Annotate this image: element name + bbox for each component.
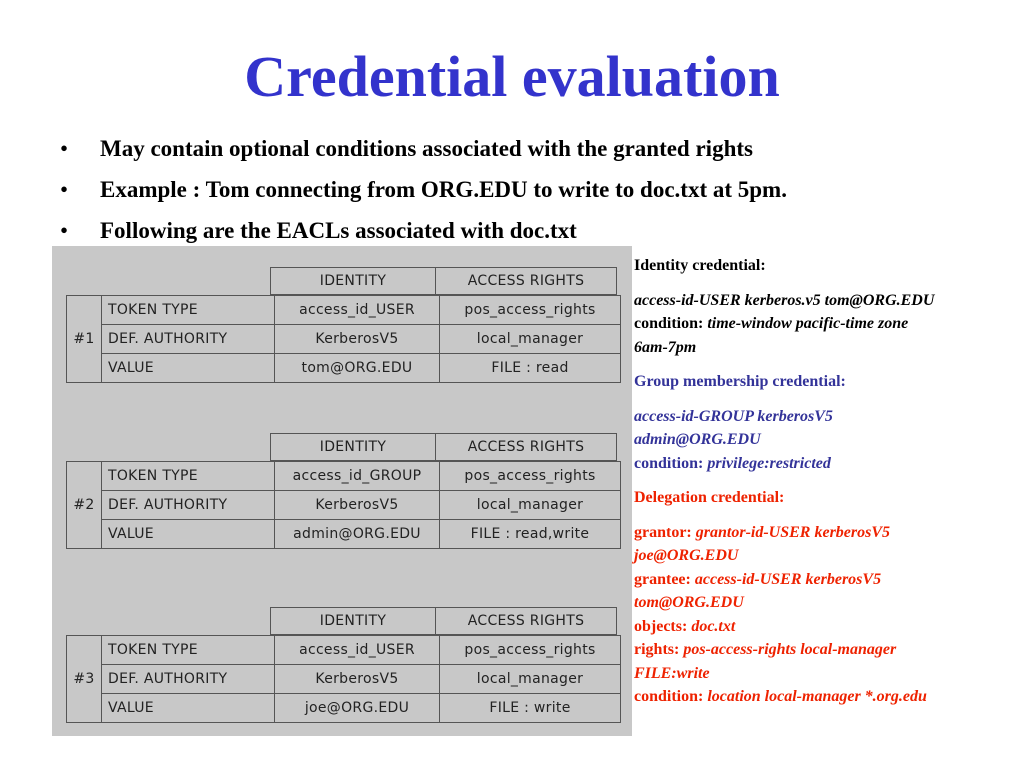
eacl-table-2 [66, 461, 621, 549]
identity-cell: access_id_GROUP [275, 462, 440, 491]
bullet-text: Following are the EACLs associated with doc.txt [100, 218, 577, 243]
group-credential-line: admin@ORG.EDU [634, 431, 761, 448]
identity-header: IDENTITY [271, 434, 436, 461]
group-credential-heading: Group membership credential: [634, 373, 846, 390]
bullet-item [60, 210, 980, 251]
eacl-header-3 [270, 607, 617, 635]
group-credential [634, 370, 1019, 475]
row-label: DEF. AUTHORITY [102, 325, 275, 354]
eacl-table-1 [66, 295, 621, 383]
table-row [67, 636, 621, 665]
table-row [67, 665, 621, 694]
identity-credential-heading: Identity credential: [634, 257, 766, 274]
identity-cell: joe@ORG.EDU [275, 694, 440, 723]
group-credential-line: access-id-GROUP kerberosV5 [634, 407, 833, 425]
objects-label: objects: [634, 617, 688, 635]
grantee-label: grantee: [634, 570, 691, 588]
bullet-item [60, 169, 980, 210]
grantor-value: joe@ORG.EDU [634, 547, 739, 564]
grantor-label: grantor: [634, 523, 692, 541]
bullet-icon: • [60, 177, 69, 202]
access-rights-cell: FILE : read [440, 354, 621, 383]
eacl-panel [52, 246, 632, 736]
identity-header: IDENTITY [271, 268, 436, 295]
grantee-value: tom@ORG.EDU [634, 594, 744, 611]
row-label: TOKEN TYPE [102, 296, 275, 325]
table-row [67, 694, 621, 723]
identity-credential [634, 254, 1019, 359]
row-label: TOKEN TYPE [102, 462, 275, 491]
table-row [67, 354, 621, 383]
access-rights-cell: pos_access_rights [440, 462, 621, 491]
identity-credential-line: access-id-USER kerberos.v5 tom@ORG.EDU [634, 291, 935, 309]
access-rights-header: ACCESS RIGHTS [436, 268, 617, 295]
condition-value: 6am-7pm [634, 338, 697, 356]
access-rights-cell: pos_access_rights [440, 636, 621, 665]
row-label: VALUE [102, 354, 275, 383]
bullet-item [60, 128, 980, 169]
row-label: DEF. AUTHORITY [102, 665, 275, 694]
row-label: VALUE [102, 694, 275, 723]
grantee-value: access-id-USER kerberosV5 [694, 570, 882, 588]
identity-cell: KerberosV5 [275, 665, 440, 694]
eacl-number: #3 [67, 636, 102, 723]
eacl-table-3 [66, 635, 621, 723]
credentials-panel [634, 254, 1019, 709]
delegation-credential-heading: Delegation credential: [634, 489, 785, 506]
rights-label: rights: [634, 641, 680, 658]
eacl-header-1 [270, 267, 617, 295]
access-rights-cell: FILE : read,write [440, 520, 621, 549]
delegation-credential [634, 486, 1019, 709]
access-rights-cell: local_manager [440, 491, 621, 520]
table-row [67, 491, 621, 520]
identity-cell: access_id_USER [275, 636, 440, 665]
rights-value: pos-access-rights local-manager [683, 641, 897, 658]
condition-label: condition: [634, 688, 704, 705]
row-label: DEF. AUTHORITY [102, 491, 275, 520]
access-rights-cell: FILE : write [440, 694, 621, 723]
access-rights-header: ACCESS RIGHTS [436, 434, 617, 461]
condition-label: condition: [634, 454, 704, 472]
bullet-text: May contain optional conditions associated with the granted rights [100, 136, 753, 161]
table-row [67, 520, 621, 549]
identity-cell: KerberosV5 [275, 325, 440, 354]
row-label: TOKEN TYPE [102, 636, 275, 665]
condition-value: time-window pacific-time zone [707, 315, 909, 332]
slide-title: Credential evaluation [244, 44, 780, 109]
eacl-header-2 [270, 433, 617, 461]
bullet-icon: • [60, 136, 69, 161]
identity-header: IDENTITY [271, 608, 436, 635]
eacl-number: #2 [67, 462, 102, 549]
identity-cell: admin@ORG.EDU [275, 520, 440, 549]
identity-cell: KerberosV5 [275, 491, 440, 520]
eacl-number: #1 [67, 296, 102, 383]
access-rights-cell: pos_access_rights [440, 296, 621, 325]
identity-cell: tom@ORG.EDU [275, 354, 440, 383]
row-label: VALUE [102, 520, 275, 549]
access-rights-cell: local_manager [440, 665, 621, 694]
rights-value: FILE:write [634, 664, 710, 682]
table-row [67, 325, 621, 354]
condition-value: location local-manager *.org.edu [707, 688, 927, 705]
access-rights-header: ACCESS RIGHTS [436, 608, 617, 635]
condition-label: condition: [634, 315, 704, 332]
condition-value: privilege:restricted [707, 454, 831, 472]
bullet-text: Example : Tom connecting from ORG.EDU to write to doc.txt at 5pm. [100, 177, 787, 202]
access-rights-cell: local_manager [440, 325, 621, 354]
bullet-icon: • [60, 218, 69, 243]
objects-value: doc.txt [691, 617, 736, 635]
bullet-list [60, 128, 980, 251]
grantor-value: grantor-id-USER kerberosV5 [695, 523, 891, 541]
identity-cell: access_id_USER [275, 296, 440, 325]
table-row [67, 296, 621, 325]
table-row [67, 462, 621, 491]
